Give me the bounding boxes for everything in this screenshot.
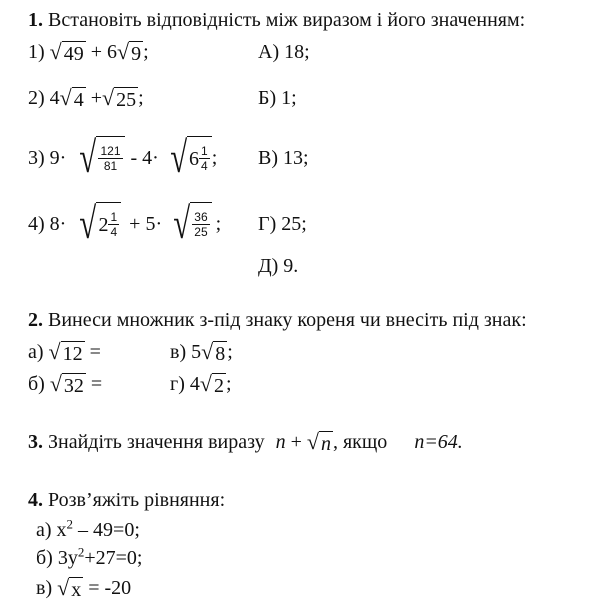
item-3-end: ;	[211, 147, 218, 169]
task4-item-b	[36, 546, 142, 570]
task3-given: n=64.	[414, 431, 463, 453]
sqrt-49: √ 49	[49, 38, 84, 65]
task1-heading	[28, 8, 525, 32]
denominator: 4	[110, 225, 118, 239]
task2-item-g	[170, 372, 232, 398]
radical-sign-icon: √	[306, 428, 319, 454]
radical-sign-icon: √	[170, 133, 187, 182]
numerator: 1	[201, 144, 208, 158]
item-label: в) 5	[170, 341, 202, 363]
item-label: б)	[28, 373, 45, 395]
task3-var: n	[275, 431, 286, 453]
item-label: г) 4	[170, 373, 200, 395]
radical-sign-icon: √	[48, 338, 61, 364]
fraction-121-81	[98, 144, 122, 173]
whole-part: 6	[189, 147, 199, 170]
radical-sign-icon: √	[49, 370, 62, 396]
task4-item-v	[36, 576, 131, 602]
sqrt-2: √ 2	[199, 370, 224, 397]
radical-sign-icon: √	[57, 574, 70, 600]
item-end: =	[89, 341, 101, 363]
whole-part: 2	[98, 213, 109, 236]
task3-number: 3.	[28, 431, 43, 453]
item-2-end: ;	[138, 87, 144, 109]
item-end: ;	[225, 373, 232, 395]
answer-v: В) 13;	[258, 147, 309, 169]
exponent: 2	[77, 544, 85, 560]
task1-item-2	[28, 86, 144, 112]
task1-item-1	[28, 40, 149, 66]
radical-sign-icon: √	[117, 38, 130, 64]
item-2-number: 2) 4	[28, 87, 60, 109]
sqrt-8: √ 8	[201, 338, 226, 365]
sqrt-n: √ n	[306, 428, 331, 455]
task3-condition: , якщо	[332, 431, 388, 453]
denominator: 81	[103, 159, 118, 173]
radical-sign-icon: √	[79, 133, 97, 182]
task2-title: Винеси множник з-під знаку кореня чи внесіть під знак:	[48, 309, 527, 331]
task4-heading	[28, 488, 225, 512]
task1-item-4	[28, 199, 222, 248]
task2-item-b	[28, 372, 102, 398]
task2-item-v	[170, 340, 233, 366]
task2-item-a	[28, 340, 101, 366]
task1-title: Встановіть відповідність між виразом і його значенням:	[48, 9, 526, 31]
denominator: 4	[201, 159, 208, 173]
item-label: а) x	[36, 519, 67, 541]
item-4-end: ;	[215, 213, 222, 235]
radical-sign-icon: √	[49, 38, 62, 64]
answer-d: Д) 9.	[258, 255, 299, 277]
item-end: =	[90, 373, 103, 395]
task4-title: Розв’яжіть рівняння:	[48, 489, 226, 511]
item-label: б) 3y	[36, 547, 78, 569]
task1-number: 1.	[28, 9, 43, 31]
radical-sign-icon: √	[199, 370, 212, 396]
item-4-operator: + 5·	[129, 213, 163, 235]
task3-plus: +	[290, 431, 302, 453]
answer-a: А) 18;	[258, 41, 310, 63]
item-1-end: ;	[143, 41, 149, 63]
numerator: 36	[194, 210, 208, 224]
sqrt-fraction-36-25	[173, 199, 212, 248]
task4-number: 4.	[28, 489, 43, 511]
task4-item-a	[36, 518, 140, 542]
sqrt-4: √ 4	[59, 84, 84, 111]
item-2-operator: +	[90, 87, 103, 109]
item-rest: = -20	[88, 577, 132, 599]
task2-heading	[28, 308, 527, 332]
fraction-1-4	[199, 144, 210, 173]
item-3-operator: - 4·	[130, 147, 159, 169]
item-3-number: 3) 9·	[28, 147, 67, 169]
sqrt-25: √ 25	[102, 84, 137, 111]
denominator: 25	[194, 225, 208, 239]
sqrt-fraction-121-81	[79, 133, 124, 182]
radical-sign-icon: √	[201, 338, 214, 364]
sqrt-12: √ 12	[48, 338, 83, 365]
radical-sign-icon: √	[79, 199, 97, 248]
item-1-number: 1)	[28, 41, 45, 63]
fraction-1-4	[108, 210, 119, 239]
sqrt-9: √ 9	[117, 38, 142, 65]
item-label: а)	[28, 341, 44, 363]
sqrt-mixed-2-1-4	[79, 199, 121, 248]
exponent: 2	[66, 516, 74, 532]
numerator: 121	[100, 144, 121, 158]
fraction-36-25	[192, 210, 209, 239]
sqrt-x: √ x	[57, 574, 82, 601]
numerator: 1	[110, 210, 118, 224]
radical-sign-icon: √	[102, 84, 115, 110]
item-rest: – 49=0;	[73, 519, 140, 541]
answer-b: Б) 1;	[258, 87, 297, 109]
radical-sign-icon: √	[59, 84, 72, 110]
item-4-number: 4) 8·	[28, 213, 67, 235]
item-rest: +27=0;	[84, 547, 143, 569]
item-end: ;	[227, 341, 233, 363]
item-label: в)	[36, 577, 53, 599]
task3-text: Знайдіть значення виразу	[48, 431, 265, 453]
task3-line	[28, 430, 463, 456]
item-1-operator: + 6	[90, 41, 118, 63]
task2-number: 2.	[28, 309, 43, 331]
sqrt-32: √ 32	[49, 370, 84, 397]
sqrt-mixed-6-1-4	[170, 133, 212, 182]
radical-sign-icon: √	[173, 199, 191, 248]
task1-item-3	[28, 133, 218, 182]
answer-g: Г) 25;	[258, 213, 307, 235]
